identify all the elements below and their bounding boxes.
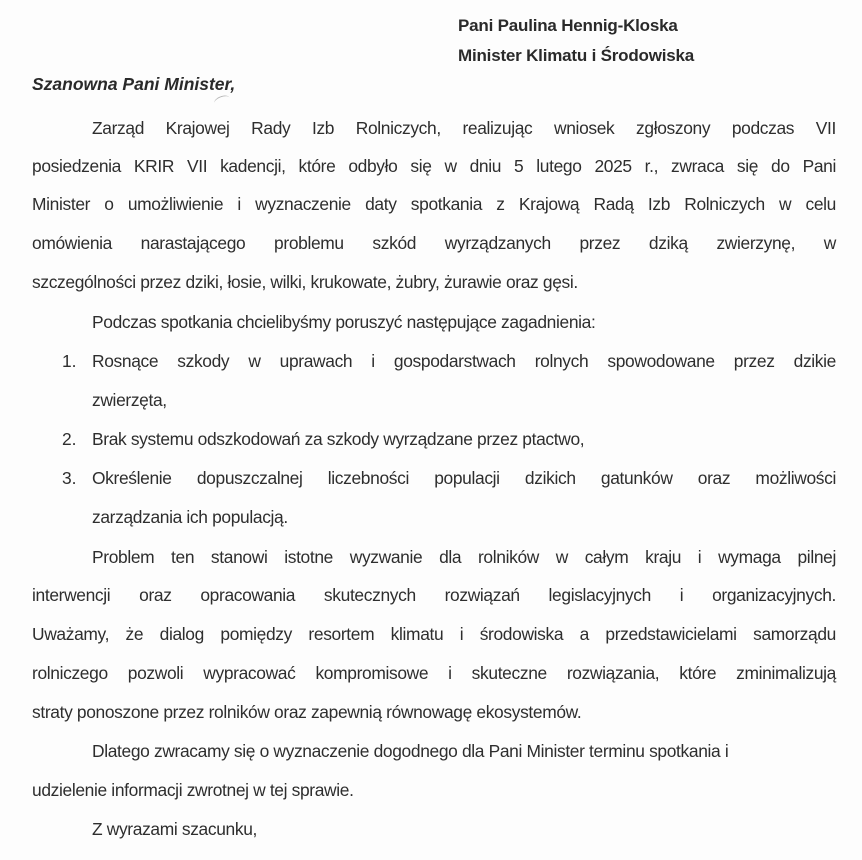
list-item-1-line-2: zwierzęta, — [92, 390, 167, 410]
list-item-1-number: 1. — [62, 351, 77, 371]
recipient-name: Pani Paulina Hennig-Kloska — [458, 16, 678, 35]
paragraph-1-line-3: Minister o umożliwienie i wyznaczenie daty spotkania z Krajową Radą Izb Rolniczych w celu — [32, 194, 836, 214]
paragraph-2-line-4: rolniczego pozwoli wypracować kompromisowe i skuteczne rozwiązania, które zminimalizują — [32, 663, 836, 683]
list-intro: Podczas spotkania chcielibyśmy poruszyć następujące zagadnienia: — [92, 312, 596, 332]
list-item-3-line-2: zarządzania ich populacją. — [92, 507, 288, 527]
paragraph-3-line-1: Dlatego zwracamy się o wyznaczenie dogodnego dla Pani Minister terminu spotkania i — [92, 741, 729, 761]
list-item-2-number: 2. — [62, 429, 77, 449]
paragraph-3-line-2: udzielenie informacji zwrotnej w tej sprawie. — [32, 780, 354, 800]
list-item-3-number: 3. — [62, 468, 77, 488]
paragraph-2-line-3: Uważamy, że dialog pomiędzy resortem klimatu i środowiska a przedstawicielami samorządu — [32, 624, 836, 644]
paragraph-2-line-1: Problem ten stanowi istotne wyzwanie dla rolników w całym kraju i wymaga pilnej — [92, 547, 836, 567]
salutation: Szanowna Pani Minister, — [32, 74, 236, 94]
list-item-2-line-1: Brak systemu odszkodowań za szkody wyrządzane przez ptactwo, — [92, 429, 585, 449]
closing: Z wyrazami szacunku, — [92, 819, 258, 839]
signature-block-cutoff — [545, 852, 745, 860]
paragraph-2-line-5: straty ponoszone przez rolników oraz zapewnią równowagę ekosystemów. — [32, 702, 582, 722]
list-item-3-line-1: Określenie dopuszczalnej liczebności populacji dzikich gatunków oraz możliwości — [92, 468, 836, 488]
paragraph-1-line-5: szczególności przez dziki, łosie, wilki, krukowate, żubry, żurawie oraz gęsi. — [32, 272, 578, 292]
recipient-title: Minister Klimatu i Środowiska — [458, 46, 695, 65]
list-item-1-line-1: Rosnące szkody w uprawach i gospodarstwach rolnych spowodowane przez dzikie — [92, 351, 836, 371]
pen-mark — [213, 94, 231, 108]
paragraph-1-line-2: posiedzenia KRIR VII kadencji, które odbyło się w dniu 5 lutego 2025 r., zwraca się do Pani — [32, 156, 836, 176]
paragraph-1-line-4: omówienia narastającego problemu szkód wyrządzanych przez dziką zwierzynę, w — [32, 233, 836, 253]
paragraph-1-line-1: Zarząd Krajowej Rady Izb Rolniczych, realizując wniosek zgłoszony podczas VII — [92, 118, 836, 138]
paragraph-2-line-2: interwencji oraz opracowania skutecznych rozwiązań legislacyjnych i organizacyjnych. — [32, 585, 836, 605]
